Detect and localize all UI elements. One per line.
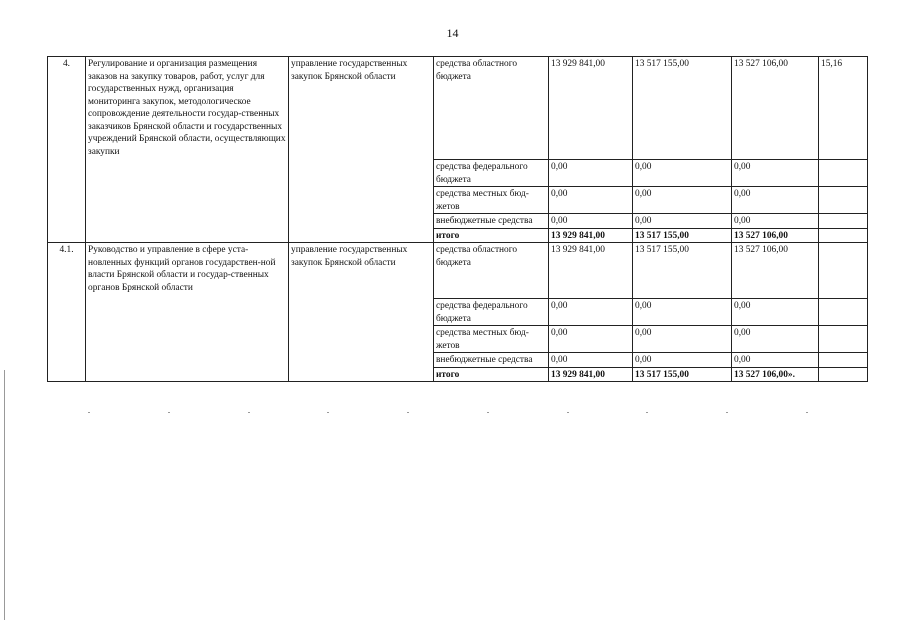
amount-year-3: 0,00 [732,299,819,326]
amount-year-3: 0,00 [732,187,819,214]
indicator-reference [819,299,868,326]
indicator-reference [819,243,868,299]
total-year-1: 13 929 841,00 [549,367,633,382]
indicator-reference [819,367,868,382]
amount-year-3: 0,00 [732,214,819,229]
amount-year-1: 13 929 841,00 [549,57,633,160]
indicator-reference [819,187,868,214]
activity-name: Руководство и управление в сфере уста-новленных функций органов государствен-ной власти Брянской области и государ-ственных органов Брянской области [86,243,289,382]
amount-year-3: 13 527 106,00 [732,57,819,160]
indicator-reference [819,353,868,368]
activity-executor: управление государственных закупок Брянской области [289,243,434,382]
program-activities-table [47,56,868,382]
amount-year-1: 0,00 [549,353,633,368]
indicator-reference [819,160,868,187]
amount-year-3: 0,00 [732,160,819,187]
total-label: итого [434,367,549,382]
funding-source-label: средства федерального бюджета [434,160,549,187]
amount-year-2: 0,00 [633,187,732,214]
table-row [48,243,868,299]
indicator-reference [819,228,868,243]
amount-year-3: 0,00 [732,353,819,368]
total-year-3: 13 527 106,00 [732,228,819,243]
indicator-reference [819,326,868,353]
scan-edge-line [4,370,5,620]
amount-year-2: 13 517 155,00 [633,57,732,160]
indicator-reference: 15,16 [819,57,868,160]
amount-year-1: 0,00 [549,299,633,326]
total-year-1: 13 929 841,00 [549,228,633,243]
amount-year-1: 0,00 [549,160,633,187]
activity-number: 4.1. [48,243,86,382]
indicator-reference [819,214,868,229]
amount-year-3: 0,00 [732,326,819,353]
total-year-2: 13 517 155,00 [633,228,732,243]
total-label: итого [434,228,549,243]
activity-number: 4. [48,57,86,243]
amount-year-2: 0,00 [633,326,732,353]
amount-year-1: 13 929 841,00 [549,243,633,299]
activity-name: Регулирование и организация размещения заказов на закупку товаров, работ, услуг для государственных нужд, организация мониторинга закупок, методологическое сопровождение деятельности государ-ственных заказчиков Брянской области и государственных учреждений Брянской области, осуществляющих закупки [86,57,289,243]
funding-source-label: внебюджетные средства [434,353,549,368]
activity-executor: управление государственных закупок Брянской области [289,57,434,243]
table-row [48,57,868,160]
amount-year-2: 0,00 [633,160,732,187]
total-year-3: 13 527 106,00». [732,367,819,382]
amount-year-2: 0,00 [633,299,732,326]
funding-source-label: средства федерального бюджета [434,299,549,326]
amount-year-3: 13 527 106,00 [732,243,819,299]
funding-source-label: средства местных бюд-жетов [434,187,549,214]
funding-source-label: средства областного бюджета [434,57,549,160]
scan-dot-row [88,412,808,414]
page-number: 14 [446,26,459,40]
amount-year-1: 0,00 [549,187,633,214]
amount-year-2: 0,00 [633,214,732,229]
amount-year-2: 13 517 155,00 [633,243,732,299]
funding-source-label: внебюджетные средства [434,214,549,229]
amount-year-1: 0,00 [549,214,633,229]
funding-source-label: средства местных бюд-жетов [434,326,549,353]
amount-year-2: 0,00 [633,353,732,368]
amount-year-1: 0,00 [549,326,633,353]
funding-source-label: средства областного бюджета [434,243,549,299]
total-year-2: 13 517 155,00 [633,367,732,382]
